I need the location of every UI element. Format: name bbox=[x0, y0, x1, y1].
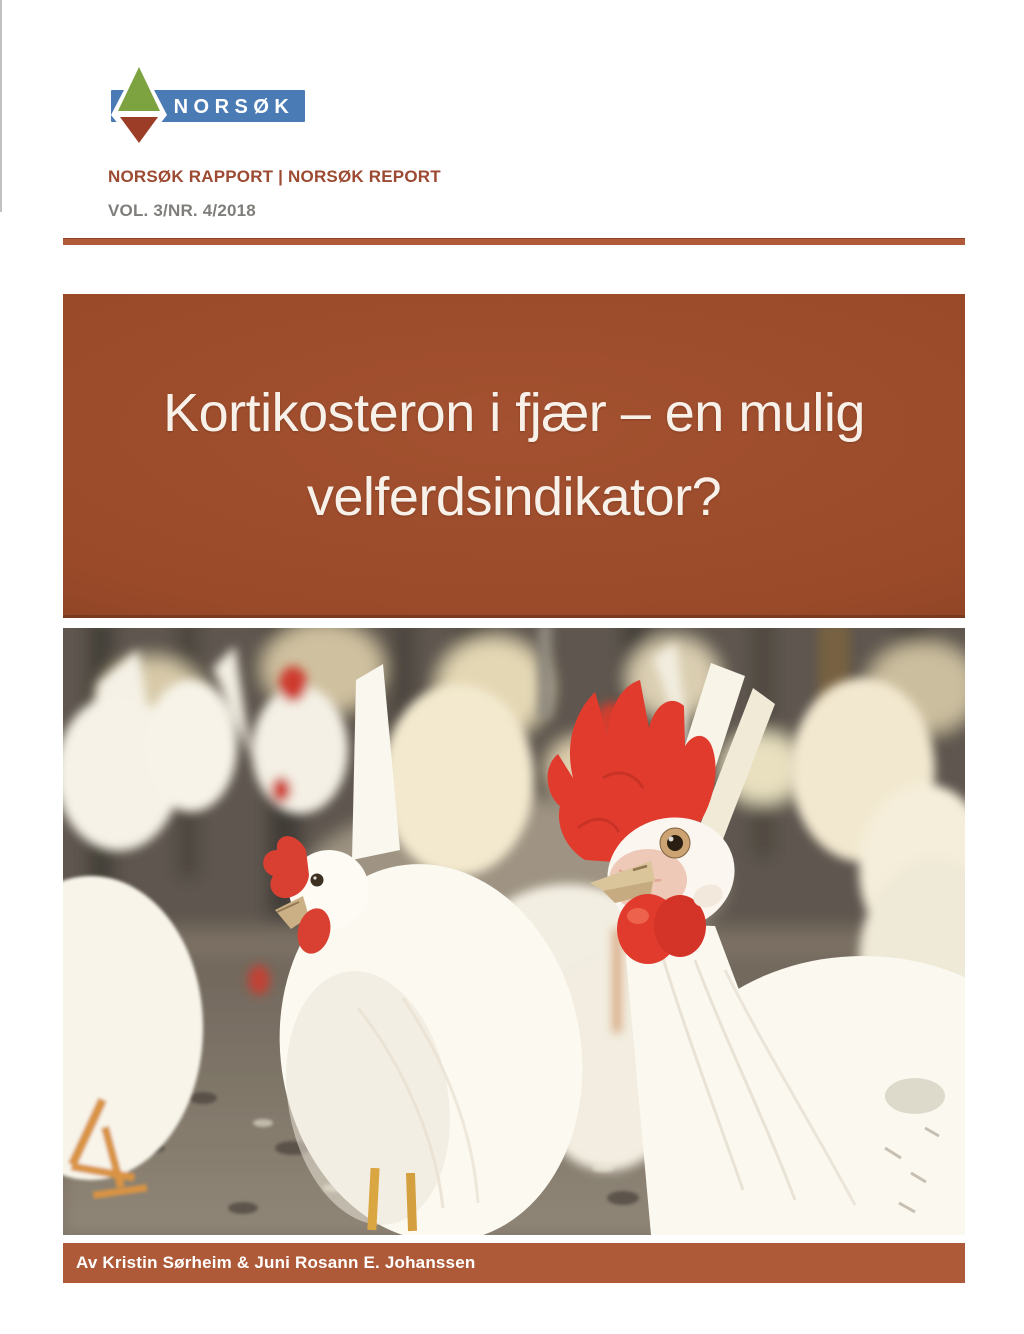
norsok-logo-icon bbox=[108, 60, 308, 152]
page-edge-artifact bbox=[0, 0, 2, 212]
divider-rule bbox=[63, 238, 965, 245]
logo-text: NORSØK bbox=[173, 96, 295, 118]
norsok-logo bbox=[108, 60, 308, 152]
byline-bar bbox=[63, 1243, 965, 1283]
title-banner bbox=[63, 294, 965, 618]
volume-label: VOL. 3/NR. 4/2018 bbox=[108, 201, 256, 220]
cover-photo bbox=[63, 628, 965, 1235]
report-title-line2: velferdsindikator? bbox=[306, 466, 722, 527]
byline-text: Av Kristin Sørheim & Juni Rosann E. Johanssen bbox=[76, 1253, 476, 1272]
logo-diamond-green-icon bbox=[118, 67, 160, 111]
report-title-line1: Kortikosteron i fjær – en mulig bbox=[163, 382, 865, 443]
chicken-photo-illustration bbox=[63, 628, 965, 1235]
sunlight-overlay bbox=[63, 628, 965, 1235]
report-type-label: NORSØK RAPPORT | NORSØK REPORT bbox=[108, 167, 441, 186]
